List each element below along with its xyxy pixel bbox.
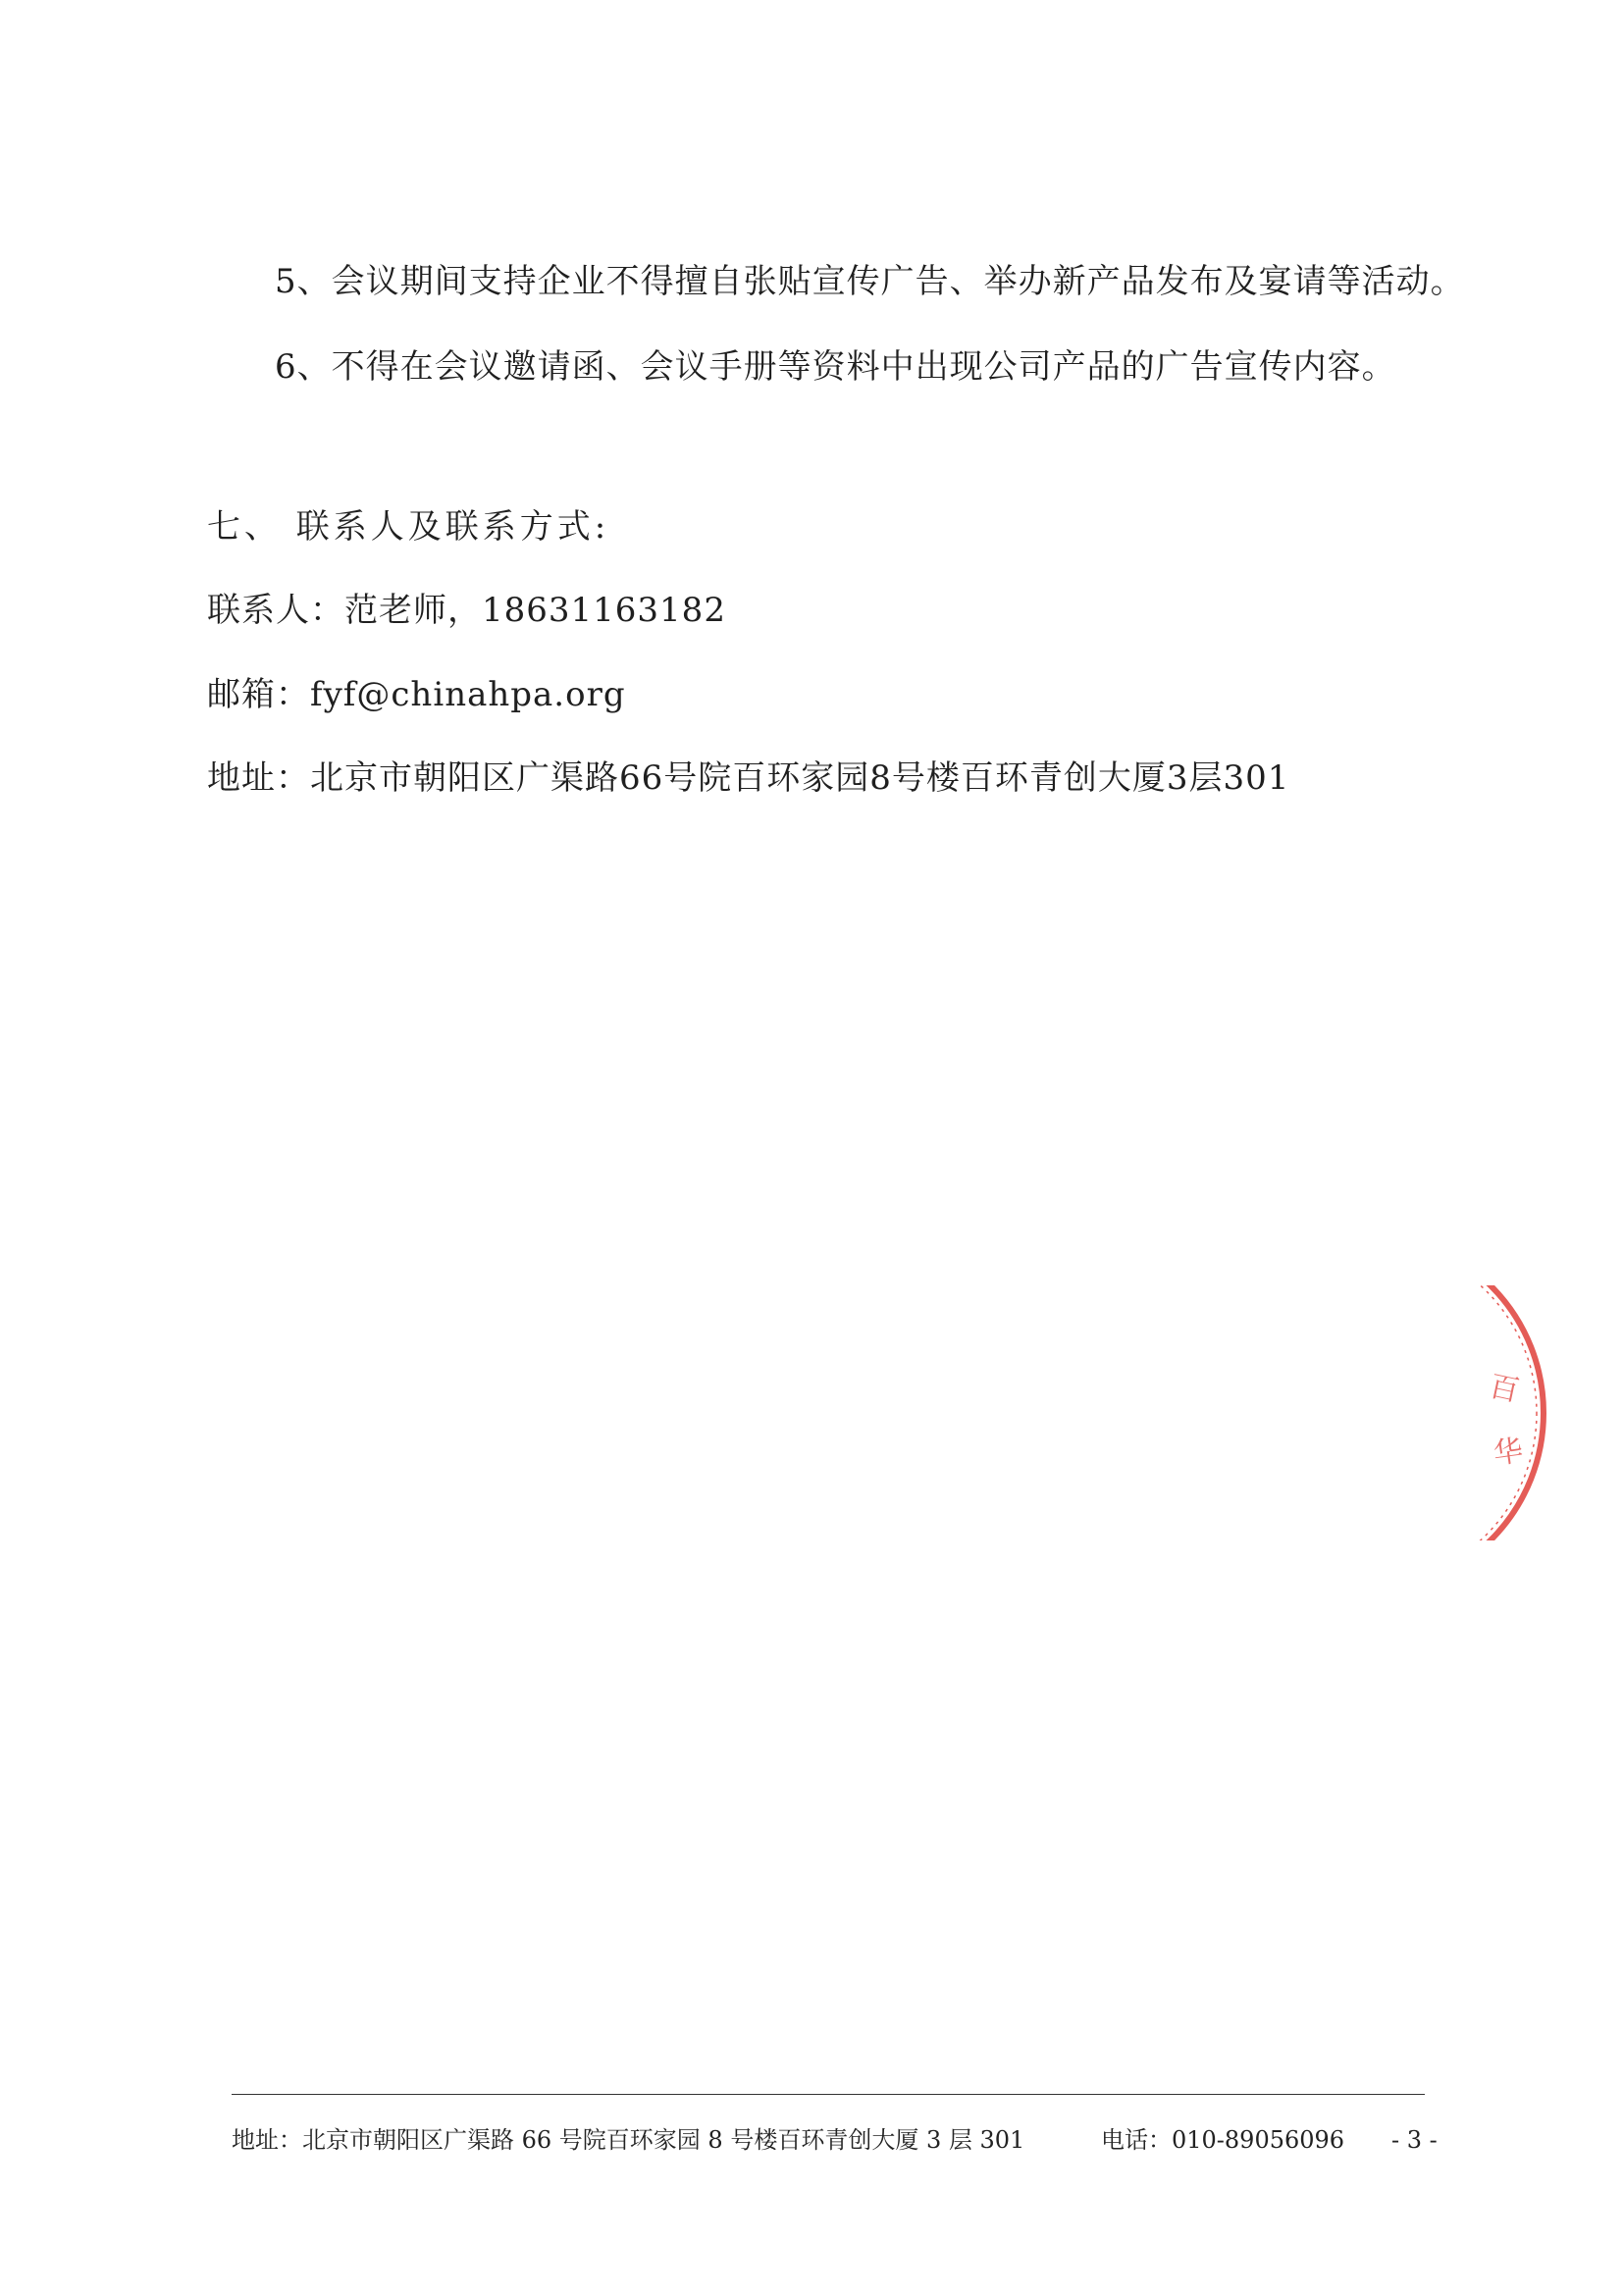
address-line: 地址：北京市朝阳区广渠路66号院百环家园8号楼百环青创大厦3层301: [207, 758, 1290, 798]
footer-divider: [232, 2094, 1425, 2095]
page-number: - 3 -: [1391, 2126, 1438, 2154]
svg-text:华: 华: [1491, 1433, 1526, 1472]
item-6-paragraph: 6、不得在会议邀请函、会议手册等资料中出现公司产品的广告宣传内容。: [275, 347, 1396, 387]
section-7-heading: 七、 联系人及联系方式:: [207, 507, 610, 547]
item-5-paragraph: 5、会议期间支持企业不得擅自张贴宣传广告、举办新产品发布及宴请等活动。: [275, 262, 1465, 301]
footer-phone: 电话：010-89056096: [1101, 2126, 1345, 2154]
official-seal-stamp-icon: [1452, 1285, 1560, 1540]
svg-text:百: 百: [1486, 1369, 1523, 1409]
contact-person-line: 联系人：范老师，18631163182: [207, 591, 726, 630]
footer-address: 地址：北京市朝阳区广渠路 66 号院百环家园 8 号楼百环青创大厦 3 层 301: [232, 2126, 1025, 2154]
email-line: 邮箱：fyf@chinahpa.org: [207, 675, 626, 714]
